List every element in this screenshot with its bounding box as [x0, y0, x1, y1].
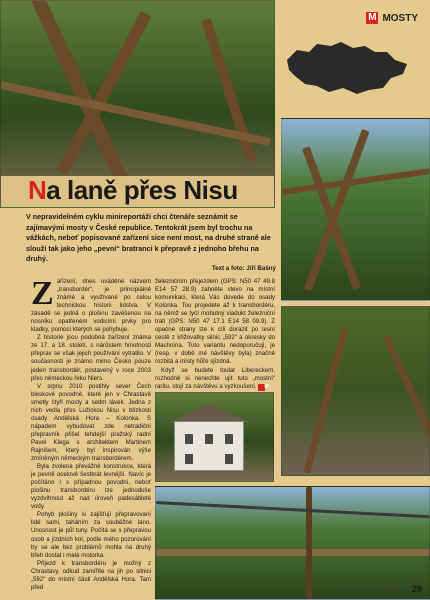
drop-cap: Z — [31, 275, 54, 312]
paragraph: Z historie jsou podobná zařízení známa ze 17. a 18. století, s nárůstem hmotnosti přeprav se však jejich používání vytratilo. V současnosti je známo mimo Česko pouze jeden transbordér, postavený v roce 2003 přes německou řeku Niers. — [31, 334, 151, 382]
photo-house — [155, 392, 274, 482]
byline: Text a foto: Jiří Bašný — [211, 265, 276, 272]
body-column-1 — [31, 275, 151, 592]
section-tag — [366, 12, 418, 24]
paragraph: Pohyb plošiny si zajišťují přepravovaní lidé sami, taháním za souběžné lano. Unosnost je půl tuny. Počítá se s přepravou osob a jízdních kol, podle mého pozorování by se ale bez problémů mohla na druhý břeh dostat i malá motorka. — [31, 511, 151, 559]
article-title — [0, 170, 275, 210]
page-number: 29 — [411, 584, 422, 594]
photo-transborder-side — [281, 306, 430, 476]
czech-republic-map-icon — [283, 38, 411, 98]
title-first-letter: N — [28, 175, 47, 205]
paragraph: železničním přejezdem (GPS: N50 47 49.8 E14 57 28.9) zahněte vlevo na místní komunikaci, která Vás dovede do osady Kolonka. Tou projedete až k transbordéru, na němž se tyčí mohutný viadukt železniční trati (GPS: N50 47 17.1 E14 58 09.9). Z opačné strany lze k cíli dorazit po lesní cestě z křižovatky silnic „592“ a okresky do Machnína. Tuto variantu nedoporučuji, je (resp. v době mé návštěvy byla) značně rozbitá a místy hůře sjízdná. — [155, 278, 275, 366]
paragraph: V srpnu 2010 postihly sever Čech bleskové povodně, které jen v Chrastavě smetly čtyři mosty a sedm lávek. Jedna z nich vedla přes Lužickou Nisu v blízkosti osady Andělská Hora – Kolonka. S nápadem vybudovat zde netradiční přepravník přišel tehdejší pražský radní Pavel Klega s architektem Martinem Rajnišem, který byl inspirován výše zmíněným německým transbordérem. — [31, 382, 151, 463]
article-intro: V nepravidelném cyklu minireportáží chci čtenáře seznámit se zajímavými mosty v České republice. Tentokrát jsem byl trochu na vážkách, neboť popisované zařízení sice není most, na druhé straně ale slouží tak jako jeho „pevní“ bratranci k přepravě z jednoho břehu na druhý. — [26, 212, 271, 263]
body-column-2 — [155, 278, 275, 391]
photo-transborder-river — [155, 486, 430, 600]
paragraph: Zařízení, dnes uváděné názvem „transbordér“, je principiálně známé a využívané po celou technickou historii lidstva. V zásadě se jedná o plošinu zavěšenou na nosníku opatřeném vodicími prvky pro kladky, pomocí kterých se pohybuje. — [31, 275, 151, 334]
section-label: MOSTY — [382, 12, 418, 24]
title-text: a laně přes Nisu — [46, 175, 238, 205]
footer-issue: Prosinec 2015 MotoRoute — [348, 588, 406, 594]
paragraph: Když se budete toulat Libereckem, rozhodně si nenechte ujít tuto „mostní“ raritu, stojí za návštěvu a vyzkoušení. M — [155, 366, 275, 390]
page-footer — [348, 584, 422, 594]
paragraph: Byla zvolena převážně konstrukce, která je pevně ocelově šestkrát levnější. Navíc je počítáno i s případnou povodní, neboť plošinu transbordéru lze jednoduše vyzdvihnout až nad úroveň padesátileté vody. — [31, 463, 151, 511]
photo-transborder-structure — [281, 118, 430, 301]
magazine-logo-icon: M — [368, 12, 377, 23]
paragraph: Přijezd k transbordéru je možný z Chrastavy, odkud zamíříte na jih po silnici „592“ do místní části Andělská Hora. Tam před — [31, 559, 151, 591]
end-mark-icon: M — [258, 384, 265, 391]
